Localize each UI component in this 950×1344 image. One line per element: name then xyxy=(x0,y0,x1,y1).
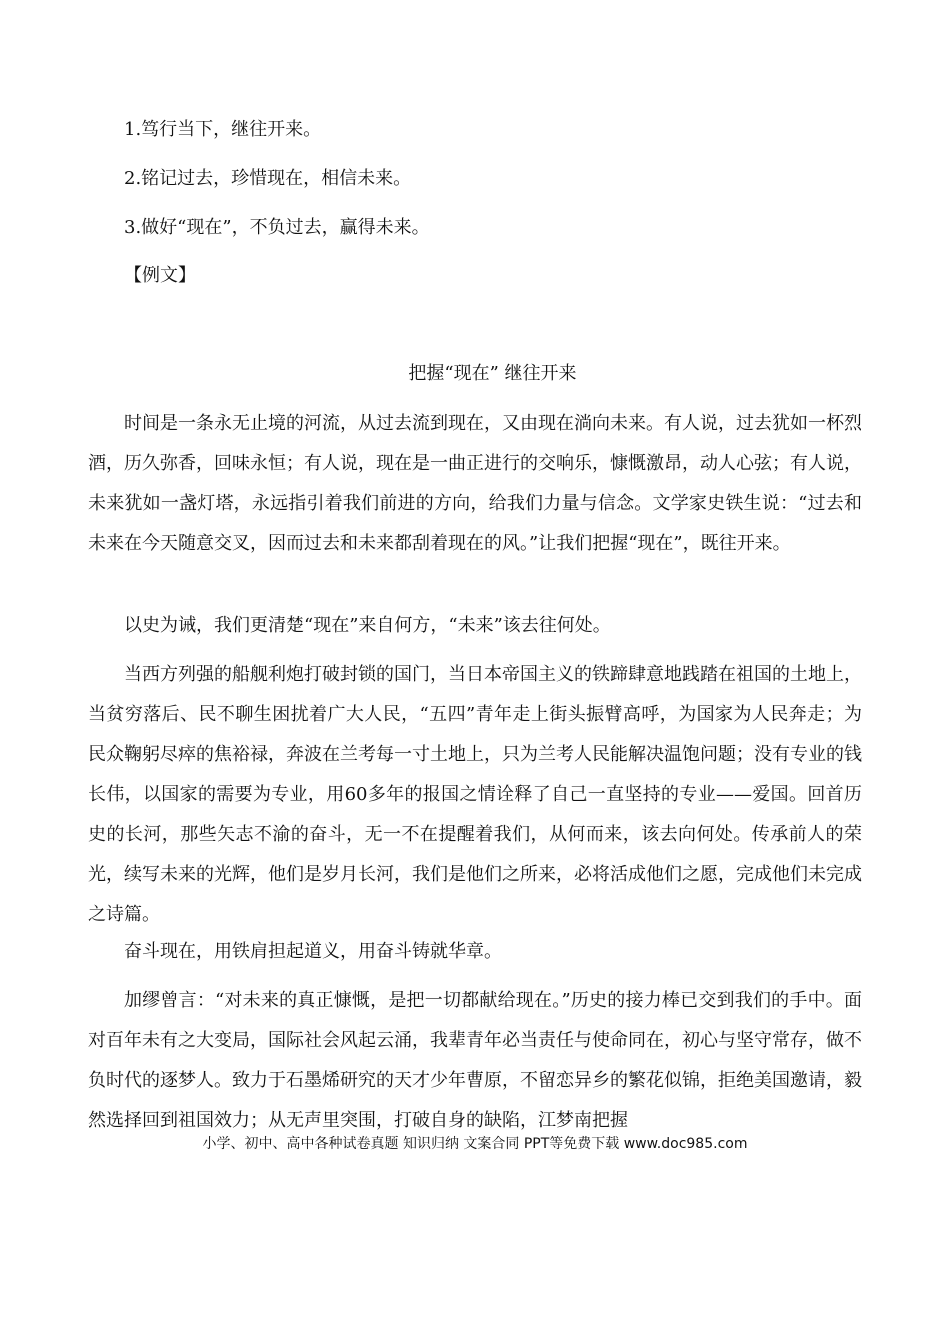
point-2: 2.铭记过去，珍惜现在，相信未来。 xyxy=(124,168,412,189)
point-3: 3.做好“现在”，不负过去，赢得未来。 xyxy=(124,217,430,238)
essay-title: 把握“现在” 继往开来 xyxy=(408,363,577,384)
essay-paragraph-2: 以史为诫，我们更清楚“现在”来自何方，“未来”该去往何处。 xyxy=(124,615,611,636)
essay-paragraph-3: 当西方列强的船舰利炮打破封锁的国门，当日本帝国主义的铁蹄肆意地践踏在祖国的土地上，当贫穷落后、民不聊生困扰着广大人民，“五四”青年走上街头振臂高呼，为国家为人民奔走；为民众鞠躬尽瘁的焦裕禄，奔波在兰考每一寸土地上，只为兰考人民能解决温饱问题；没有专业的钱长伟，以国家的需要为专业，用60多年的报国之情诠释了自己一直坚持的专业——爱国。回首历史的长河，那些矢志不渝的奋斗，无一不在提醒着我们，从何而来，该去向何处。传承前人的荣光，续写未来的光辉，他们是岁月长河，我们是他们之所来，必将活成他们之愿，完成他们未完成之诗篇。 xyxy=(88,664,862,925)
essay-paragraph-4: 奋斗现在，用铁肩担起道义，用奋斗铸就华章。 xyxy=(124,941,502,962)
page-footer: 小学、初中、高中各种试卷真题 知识归纳 文案合同 PPT等免费下载 www.doc985.com xyxy=(202,1136,748,1152)
point-1: 1.笃行当下，继往开来。 xyxy=(124,119,322,140)
essay-paragraph-1: 时间是一条永无止境的河流，从过去流到现在，又由现在淌向未来。有人说，过去犹如一杯烈酒，历久弥香，回味永恒；有人说，现在是一曲正进行的交响乐，慷慨激昂，动人心弦；有人说，未来犹如一盏灯塔，永远指引着我们前进的方向，给我们力量与信念。文学家史铁生说：“过去和未来在今天随意交叉，因而过去和未来都刮着现在的风。”让我们把握“现在”，既往开来。 xyxy=(88,413,862,554)
essay-paragraph-5: 加缪曾言：“对未来的真正慷慨，是把一切都献给现在。”历史的接力棒已交到我们的手中。面对百年未有之大变局，国际社会风起云涌，我辈青年必当责任与使命同在，初心与坚守常存，做不负时代的逐梦人。致力于石墨烯研究的天才少年曹原，不留恋异乡的繁花似锦，拒绝美国邀请，毅然选择回到祖国效力；从无声里突围，打破自身的缺陷，江梦南把握 xyxy=(88,990,862,1131)
example-label: 【例文】 xyxy=(124,265,196,286)
